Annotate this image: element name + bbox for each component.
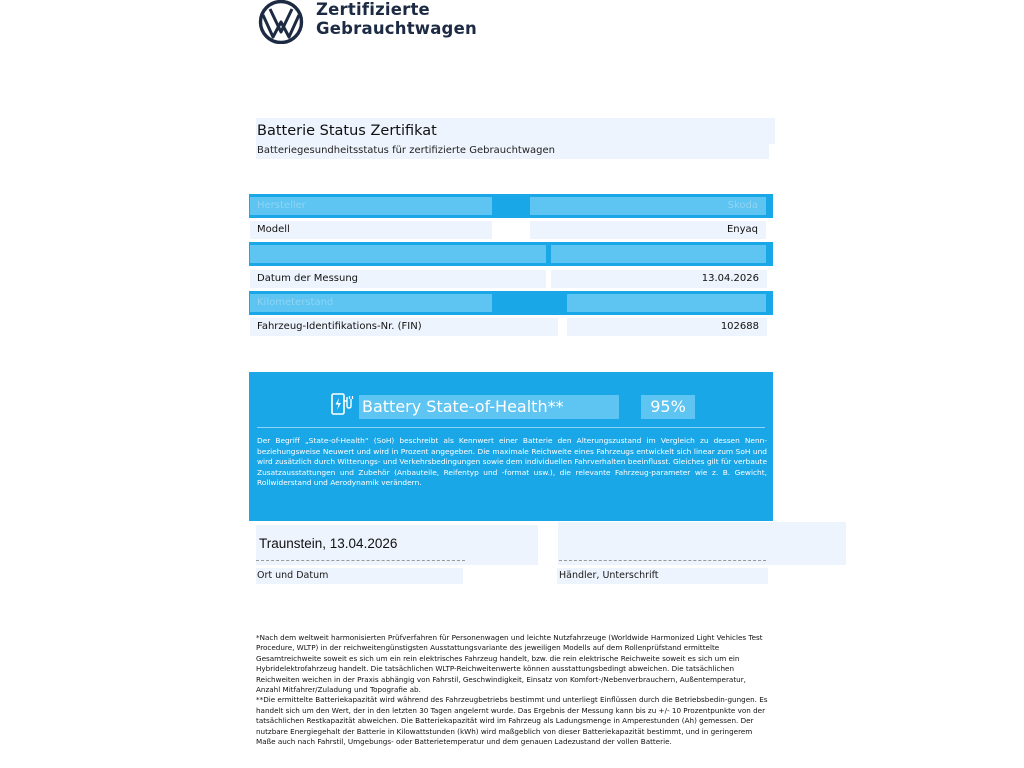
detail-label [250,245,546,263]
document-subtitle: Batteriegesundheitsstatus für zertifizierte Gebrauchtwagen [256,143,769,159]
vw-logo [256,0,306,44]
detail-label: Datum der Messung [250,270,546,288]
brand-line-2: Gebrauchtwagen [316,19,477,38]
brand-name [316,0,477,38]
detail-value [551,245,766,263]
battery-charging-icon [330,392,354,416]
dealer-signature-field [558,522,846,565]
brand-line-1: Zertifizierte [316,0,430,19]
detail-row-manufacturer [249,194,773,218]
detail-value [567,294,766,312]
soh-description: Der Begriff „State-of-Health“ (SoH) beschreibt als Kennwert einer Batterie den Alterungszustand im Vergleich zu dessen Nenn- beziehungsweise Neuwert und wird in Prozent angegeben. Die maximale Reichweite eines Fahrzeugs entwickelt sich linear zum SoH und wird zusätzlich durch Witterungs- und Verkehrsbedingungen sowie dem individuellen Fahrverhalten beeinflusst. Gleiches gilt für verbaute Zusatzausstattungen und Zubehör (Anbauteile, Reifentyp und -format usw.), die relevante Fahrzeug-parameter wie z. B. Gewicht, Rollwiderstand und Aerodynamik verändern. [257,436,767,487]
dealer-signature-label: Händler, Unterschrift [557,568,768,584]
soh-panel [249,372,773,521]
detail-value: Enyaq [530,221,766,239]
detail-row-measurement-date [249,267,773,291]
detail-row-mileage [249,291,773,315]
detail-row-blank [249,242,773,266]
detail-row-model [249,218,773,242]
divider [257,427,765,428]
detail-label: Hersteller [250,197,492,215]
document-title: Batterie Status Zertifikat [256,118,775,144]
footnote-battery-capacity: **Die ermittelte Batteriekapazität wird während des Fahrzeugbetriebs bestimmt und unterliegt Einflüssen durch die Betriebsbedin-gungen. Es handelt sich um den Wert, der in den letzten 30 Tagen angelernt wurde. Das Ergebnis der Messung kann bis zu +/- 10 Prozentpunkte von der tatsächlichen Restkapazität abweichen. Die Batteriekapazität wird im Fahrzeug als Ladungsmenge in Amperestunden (Ah) gemessen. Der nutzbare Energiegehalt der Batterie in Kilowattstunden (kWh) wird maßgeblich von dieser Batteriekapazität bestimmt, und in geringerem Maße auch nach Fahrstil, Umgebungs- oder Batterietemperatur und dem genauen Ladezustand der vollen Batterie. [256,695,768,747]
detail-row-vin [249,315,773,339]
place-date-line [256,560,465,561]
detail-label: Modell [250,221,492,239]
soh-label: Battery State-of-Health** [359,395,619,419]
detail-value: Skoda [530,197,766,215]
signature-line [559,560,766,561]
detail-label: Kilometerstand [250,294,492,312]
footnotes [256,633,768,747]
detail-value: 13.04.2026 [551,270,767,288]
soh-value: 95% [641,395,695,419]
detail-value: 102688 [567,318,767,336]
place-date-label: Ort und Datum [256,568,463,584]
place-date-value: Traunstein, 13.04.2026 [259,536,398,551]
footnote-wltp: *Nach dem weltweit harmonisierten Prüfverfahren für Personenwagen und leichte Nutzfahrzeuge (Worldwide Harmonized Light Vehicles Test Procedure, WLTP) in der reichweitengünstigsten Ausstattungsvariante des jeweiligen Modells auf dem Rollenprüfstand ermittelte Gesamtreichweite soweit es sich um ein rein elektrisches Fahrzeug handelt, bzw. die rein elektrische Reichweite soweit es sich um ein Hybridelektrofahrzeug handelt. Die tatsächlichen WLTP-Reichweitenwerte können ausstattungsbedingt abweichen. Die tatsächlichen Reichweiten weichen in der Praxis abhängig von Fahrstil, Geschwindigkeit, Einsatz von Komfort-/Nebenverbrauchern, Außentemperatur, Anzahl Mitfahrer/Zuladung und Topografie ab. [256,633,763,695]
detail-label: Fahrzeug-Identifikations-Nr. (FIN) [250,318,558,336]
